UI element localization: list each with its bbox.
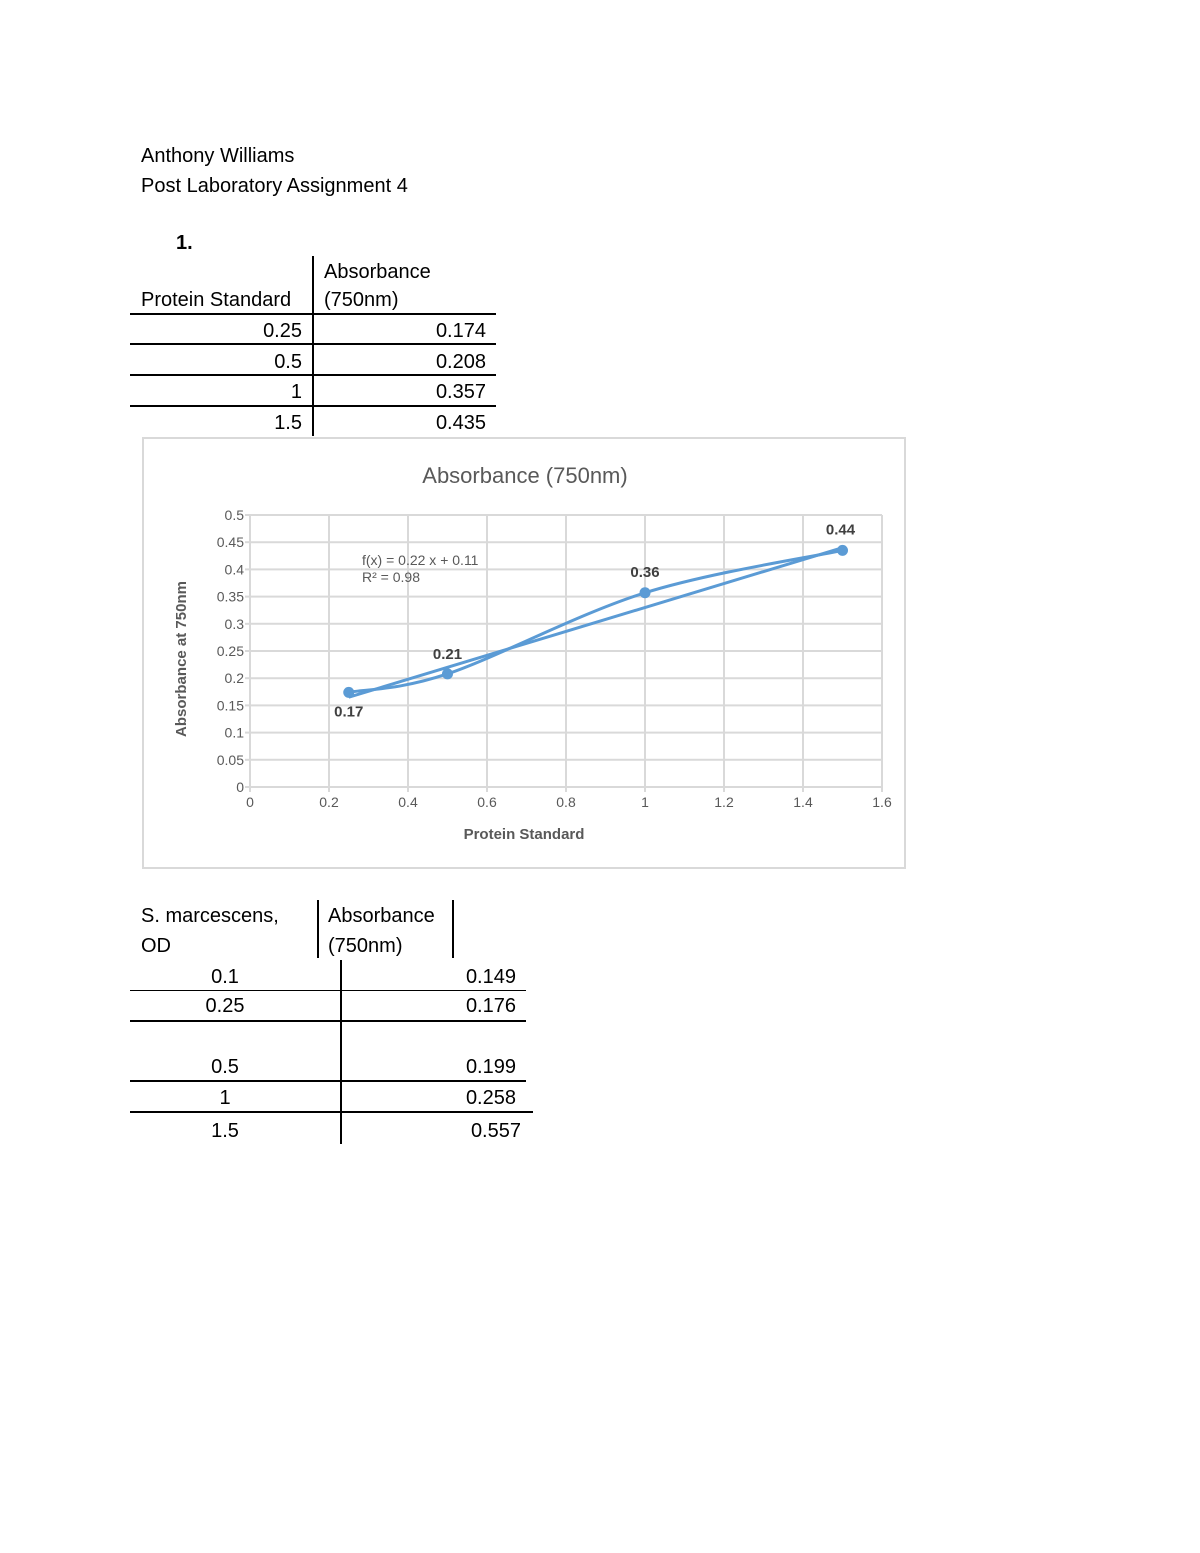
table1-standard-cell: 0.25	[263, 320, 302, 342]
table1-absorbance-cell: 0.357	[435, 381, 486, 403]
data-label: 0.21	[432, 645, 463, 663]
table2-absorbance-cell: 0.149	[465, 966, 516, 988]
data-point	[640, 587, 651, 598]
data-point	[343, 687, 354, 698]
assignment-title: Post Laboratory Assignment 4	[141, 175, 408, 197]
y-tick-label: 0.25	[216, 643, 244, 659]
table1-row-rule	[130, 343, 496, 345]
table2-absorbance-unit: (750nm)	[328, 935, 403, 957]
x-tick-label: 1.4	[793, 794, 813, 810]
table1-standard-header: Protein Standard	[141, 289, 292, 311]
data-label: 0.44	[825, 521, 856, 539]
table2-absorbance-header: Absorbance	[328, 905, 435, 927]
table2-absorbance-cell: 0.199	[465, 1056, 516, 1078]
data-label: 0.36	[630, 563, 660, 581]
x-tick-label: 0.8	[556, 794, 576, 810]
x-tick-label: 0.4	[398, 794, 418, 810]
y-tick-label: 0.1	[224, 724, 244, 741]
table2-absorbance-cell: 0.557	[470, 1120, 521, 1142]
table2-absorbance-cell: 0.176	[465, 995, 516, 1017]
x-tick-label: 1.6	[872, 794, 892, 810]
x-tick-label: 0	[246, 794, 254, 810]
table2-absorbance-cell: 0.258	[465, 1087, 516, 1109]
table2-od-cell: 1	[219, 1087, 231, 1109]
data-point	[442, 668, 453, 679]
absorbance-chart	[142, 437, 906, 869]
table2-row-rule	[130, 1080, 526, 1082]
table2-row-rule	[130, 990, 526, 991]
x-tick-label: 0.2	[319, 794, 339, 810]
table2-row-rule	[130, 1111, 533, 1113]
table1-row-rule	[130, 374, 496, 376]
table2-od-header: S. marcescens,	[141, 905, 279, 927]
trendline-r-squared: R² = 0.98	[362, 569, 420, 585]
table2-column-divider	[340, 960, 342, 1144]
y-tick-label: 0.05	[216, 751, 244, 768]
table1-row-rule	[130, 405, 496, 407]
table2-od-cell: 0.5	[211, 1056, 239, 1078]
data-point	[837, 545, 848, 556]
x-tick-label: 0.6	[477, 794, 497, 810]
table1-standard-cell: 1.5	[274, 412, 302, 434]
table1-standard-cell: 1	[290, 381, 302, 403]
table2-od-cell: 0.1	[211, 966, 239, 988]
x-tick-label: 1	[641, 794, 649, 810]
chart-tick-labels	[217, 507, 892, 810]
table1-absorbance-cell: 0.435	[435, 412, 486, 434]
question-number: 1.	[176, 232, 193, 254]
author-name: Anthony Williams	[141, 145, 295, 167]
trendline-equation: f(x) = 0.22 x + 0.11	[362, 552, 479, 568]
y-tick-label: 0	[236, 779, 244, 795]
table1-header-rule	[130, 313, 496, 315]
table1-absorbance-cell: 0.174	[435, 320, 486, 342]
x-tick-label: 1.2	[714, 794, 734, 810]
table2-row-rule	[130, 1020, 526, 1022]
chart-title: Absorbance (750nm)	[422, 463, 628, 488]
chart-canvas	[144, 439, 904, 867]
y-tick-label: 0.15	[216, 697, 244, 714]
y-tick-label: 0.5	[224, 507, 244, 523]
y-tick-label: 0.35	[216, 588, 244, 605]
table1-standard-cell: 0.5	[274, 351, 302, 373]
y-tick-label: 0.45	[216, 534, 244, 551]
table2-header-divider-left	[317, 900, 319, 958]
x-axis-label: Protein Standard	[463, 826, 585, 843]
y-tick-label: 0.3	[224, 615, 244, 632]
table2-od-cell: 1.5	[211, 1120, 239, 1142]
table1-column-divider	[312, 256, 314, 436]
table2-od-cell: 0.25	[205, 995, 245, 1017]
y-tick-label: 0.4	[224, 561, 244, 578]
y-tick-label: 0.2	[224, 670, 244, 687]
table2-od-header-line2: OD	[141, 935, 171, 957]
table1-absorbance-cell: 0.208	[435, 351, 486, 373]
chart-gridlines	[245, 515, 882, 792]
table2-header-divider-right	[452, 900, 454, 958]
table1-absorbance-header: Absorbance	[324, 261, 431, 283]
table1-absorbance-unit: (750nm)	[324, 289, 399, 311]
y-axis-label: Absorbance at 750nm	[173, 581, 190, 737]
data-label: 0.17	[334, 703, 364, 721]
